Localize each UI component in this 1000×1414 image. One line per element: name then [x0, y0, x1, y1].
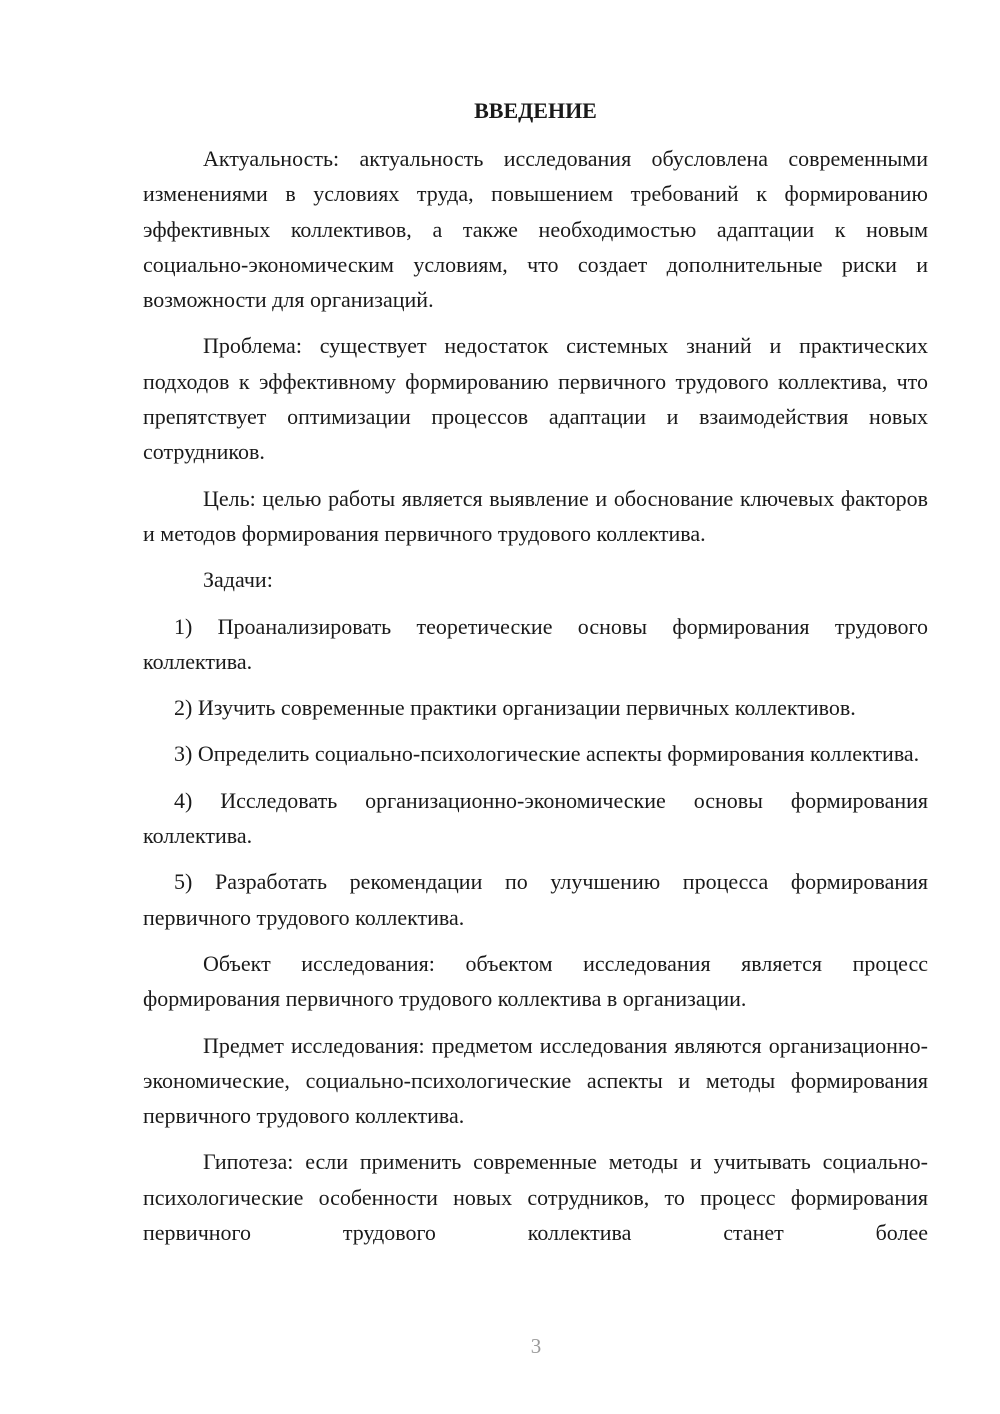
paragraph-subject: Предмет исследования: предметом исследования являются организационно-экономические, социально-психологические аспекты и методы формирования первичного трудового коллектива. — [143, 1032, 928, 1129]
paragraph-relevance: Актуальность: актуальность исследования обусловлена современными изменениями в условиях труда, повышением требований к формированию эффективных коллективов, а также необходимостью адаптации к новым социально-экономическим условиям, что создает дополнительные риски и возможности для организаций. — [143, 146, 928, 313]
page-content — [143, 96, 928, 1261]
paragraph-problem: Проблема: существует недостаток системных знаний и практических подходов к эффективному формированию первичного трудового коллектива, что препятствует оптимизации процессов адаптации и взаимодействия новых сотрудников. — [143, 333, 928, 465]
paragraph-tasks-heading: Задачи: — [203, 567, 273, 593]
paragraph-object: Объект исследования: объектом исследования является процесс формирования первичного трудового коллектива в организации. — [143, 950, 928, 1012]
task-item: 1) Проанализировать теоретические основы формирования трудового коллектива. — [143, 613, 928, 674]
section-title: ВВЕДЕНИЕ — [474, 98, 597, 123]
page-number: 3 — [530, 1334, 542, 1358]
paragraph-hypothesis: Гипотеза: если применить современные методы и учитывать социально-психологические особенности новых сотрудников, то процесс формирования первичного трудового коллектива станет более — [143, 1149, 928, 1246]
task-item: 4) Исследовать организационно-экономические основы формирования коллектива. — [143, 787, 928, 849]
paragraph-goal: Цель: целью работы является выявление и обоснование ключевых факторов и методов формирования первичного трудового коллектива. — [143, 485, 928, 546]
task-item: 3) Определить социально-психологические аспекты формирования коллектива. — [174, 741, 920, 767]
task-item: 2) Изучить современные практики организации первичных коллективов. — [174, 695, 856, 721]
task-item: 5) Разработать рекомендации по улучшению процесса формирования первичного трудового коллектива. — [143, 869, 928, 930]
